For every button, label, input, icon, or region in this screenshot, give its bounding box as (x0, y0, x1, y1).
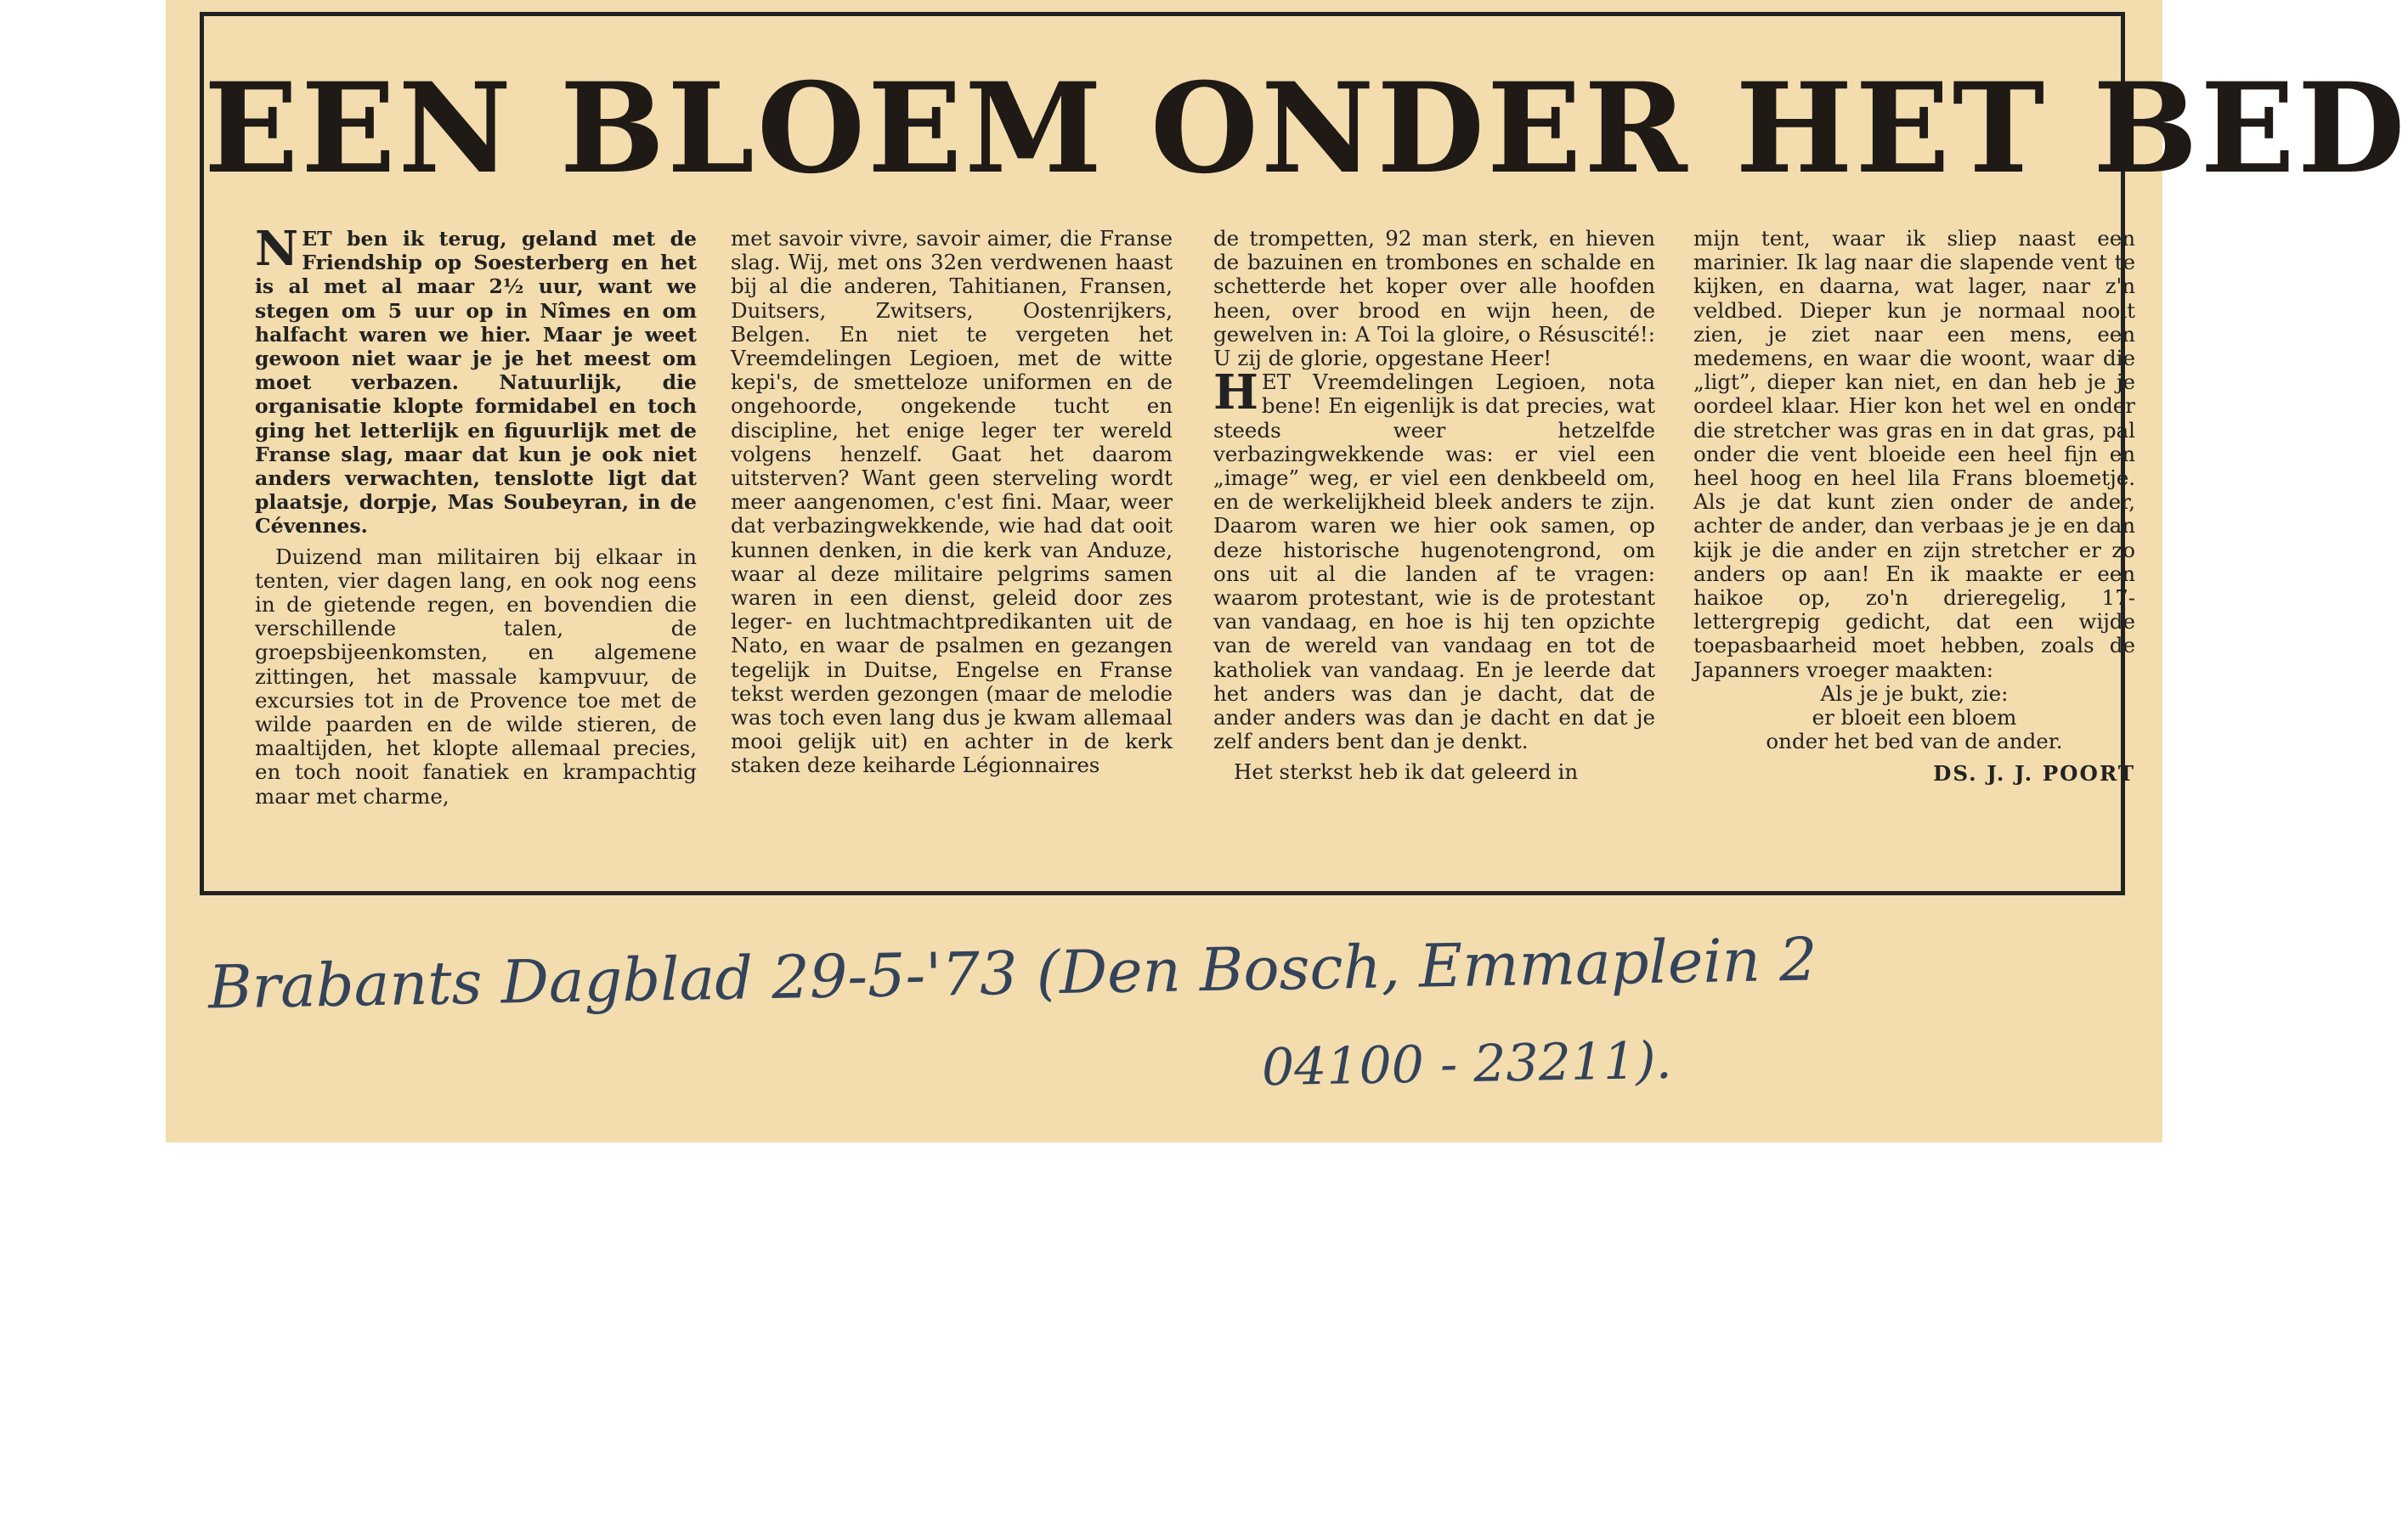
column-4 (1693, 227, 2135, 787)
poem-line-1: Als je je bukt, zie: (1820, 680, 2009, 706)
column-1-paragraph-2: Duizend man militairen bij elkaar in tenten, vier dagen lang, en ook nog eens in de gietende regen, en bovendien die verschillende talen, de groepsbijeenkomsten, en algemene zittingen, het massale kampvuur, de excursies tot in de Provence toe met de wilde paarden en de wilde stieren, de maaltijden, het klopte allemaal precies, en toch nooit fanatiek en krampachtig maar met charme, (255, 544, 697, 809)
handwritten-phone-note: 04100 - 23211). (1261, 1030, 1673, 1098)
paragraph-2-text: ET Vreemdelingen Legioen, nota bene! En eigenlijk is dat precies, wat steeds weer hetzelfde verbazingwekkende was: er viel een „image” weg, er viel een denkbeeld om, en de werkelijkheid bleek anders te zijn. Daarom waren we hier ook samen, op deze historische hugenotengrond, om ons uit al die landen af te vragen: waarom protestant, wie is de protestant van vandaag, en hoe is hij ten opzichte van de wereld van vandaag en tot de katholiek van vandaag. En je leerde dat het anders was dan je dacht, dat de ander anders was dan je dacht en dat je zelf anders bent dan je denkt. (1213, 369, 1655, 754)
dropcap-n: N (255, 221, 299, 277)
newspaper-clipping (166, 0, 2408, 1142)
column-2 (731, 227, 1173, 778)
headline: EEN BLOEM ONDER HET BED (204, 56, 2408, 201)
column-3-paragraph-2 (1213, 364, 1655, 754)
article-frame (200, 12, 2408, 895)
intro-text: ET ben ik terug, geland met de Friendship op Soesterberg en het is al met al maar 2½ uur, want we stegen om 5 uur op in Nîmes en om halfacht waren we hier. Maar je weet gewoon niet waar je je het meest om moet verbazen. Natuurlijk, die organisatie klopte formidabel en toch ging het letterlijk en figuurlijk met de Franse slag, maar dat kun je ook niet anders verwachten, tenslotte ligt dat plaatsje, dorpje, Mas Soubeyran, in de Cévennes. (255, 227, 697, 539)
poem-line-2: er bloeit een bloem (1812, 705, 2017, 731)
column-3-text: de trompetten, 92 man sterk, en hieven de bazuinen en trombones en schalde en schetterde het koper over alle hoofden heen, over brood en wijn heen, de gewelven in: A Toi la gloire, o Résuscité!: U zij de glorie, opgestane Heer! (1213, 226, 1655, 371)
column-1-intro (255, 221, 697, 539)
column-4-text: mijn tent, waar ik sliep naast een marinier. Ik lag naar die slapende vent te kijken, en daarna, wat lager, naar z'n veldbed. Dieper kun je normaal nooit zien, je ziet naar een mens, een medemens, en waar die woont, waar die „ligt”, dieper kan niet, en dan heb je je oordeel klaar. Hier kon het wel en onder die stretcher was gras en in dat gras, pal onder die vent bloeide een heel fijn en heel hoog en heel lila Frans bloemetje. Als je dat kunt zien onder de ander, achter de ander, dan verbaas je je en dan kijk je die ander en zijn stretcher er zo anders op aan! En ik maakte er een haikoe op, zo'n drieregelig, 17-lettergrepig gedicht, dat een wijde toepasbaarheid moet hebben, zoals de Japanners vroeger maakten: (1693, 226, 2135, 682)
column-2-text: met savoir vivre, savoir aimer, die Franse slag. Wij, met ons 32en verdwenen haast bij al die anderen, Tahitianen, Fransen, Duitsers, Zwitsers, Oostenrijkers, Belgen. En niet te vergeten het Vreemdelingen Legioen, met de witte kepi's, de smetteloze uniformen en de ongehoorde, ongekende tucht en discipline, het enige leger ter wereld volgens henzelf. Gaat het daarom uitsterven? Want geen sterveling wordt meer aangenomen, c'est fini. Maar, weer dat verbazingwekkende, wie had dat ooit kunnen denken, in die kerk van Anduze, waar al deze militaire pelgrims samen waren in een dienst, geleid door zes leger- en luchtmachtpredikanten uit de Nato, en waar de psalmen en gezangen tegelijk in Duitse, Engelse en Franse tekst werden gezongen (maar de melodie was toch even lang dus je kwam allemaal mooi gelijk uit) en achter in de kerk staken deze keiharde Légionnaires (731, 226, 1173, 778)
article-columns (255, 221, 2135, 872)
column-3-paragraph-3: Het sterkst heb ik dat geleerd in (1234, 759, 1579, 785)
author-byline: DS. J. J. POORT (1933, 761, 2135, 787)
handwritten-source-note: Brabants Dagblad 29-5-'73 (Den Bosch, Emmaplein 2 (207, 924, 1818, 1023)
column-3 (1213, 227, 1655, 785)
dropcap-h: H (1213, 364, 1258, 421)
poem-line-3: onder het bed van de ander. (1766, 729, 2063, 754)
column-1 (255, 221, 697, 809)
